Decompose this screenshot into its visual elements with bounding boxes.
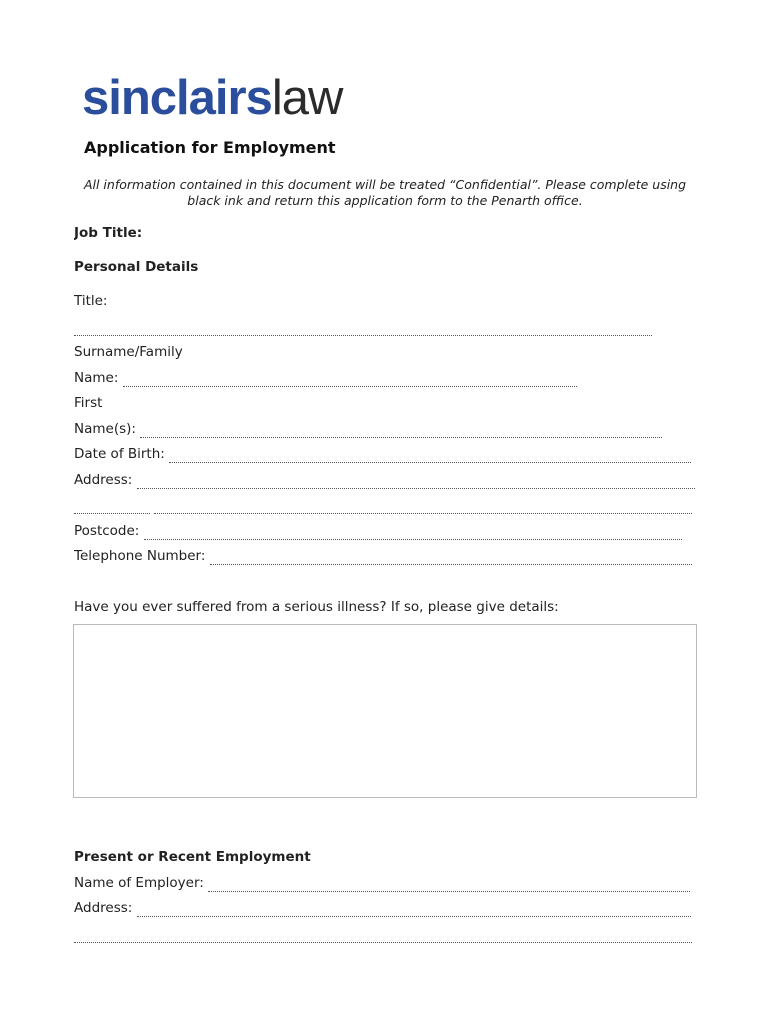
- address-field[interactable]: [74, 471, 698, 489]
- dob-label: Date of Birth:: [74, 446, 165, 462]
- postcode-label: Postcode:: [74, 523, 140, 539]
- title-field[interactable]: [74, 318, 698, 336]
- logo-text-light: law: [271, 71, 343, 125]
- illness-question: Have you ever suffered from a serious illness? If so, please give details:: [74, 599, 559, 615]
- telephone-field[interactable]: [74, 547, 698, 565]
- surname-label: Surname/Family: [74, 344, 183, 360]
- employer-name-field[interactable]: [74, 874, 698, 892]
- company-logo: [82, 70, 342, 126]
- illness-details-box[interactable]: [73, 624, 697, 798]
- employer-name-label: Name of Employer:: [74, 875, 204, 891]
- title-label: Title:: [74, 293, 108, 309]
- dob-field[interactable]: [74, 445, 698, 463]
- personal-details-heading: Personal Details: [74, 259, 199, 275]
- telephone-label: Telephone Number:: [74, 548, 206, 564]
- surname-label-cont: Name:: [74, 370, 119, 386]
- employer-address-field[interactable]: [74, 899, 698, 917]
- employer-address-label: Address:: [74, 900, 133, 916]
- job-title-label: Job Title:: [74, 225, 143, 241]
- surname-field[interactable]: [74, 369, 698, 387]
- first-name-field[interactable]: [74, 420, 698, 438]
- postcode-field[interactable]: [74, 522, 698, 540]
- address-label: Address:: [74, 472, 133, 488]
- page-title: Application for Employment: [84, 138, 336, 157]
- employment-heading: Present or Recent Employment: [74, 849, 311, 865]
- first-name-label: First: [74, 395, 103, 411]
- logo-text-bold: sinclairs: [82, 71, 272, 125]
- employer-address-field-2[interactable]: [74, 925, 698, 943]
- address-field-2[interactable]: [74, 496, 698, 514]
- intro-text: All information contained in this document will be treated “Confidential”. Please complete using black ink and return this application form to the Penarth office.: [83, 177, 687, 208]
- first-name-label-cont: Name(s):: [74, 421, 136, 437]
